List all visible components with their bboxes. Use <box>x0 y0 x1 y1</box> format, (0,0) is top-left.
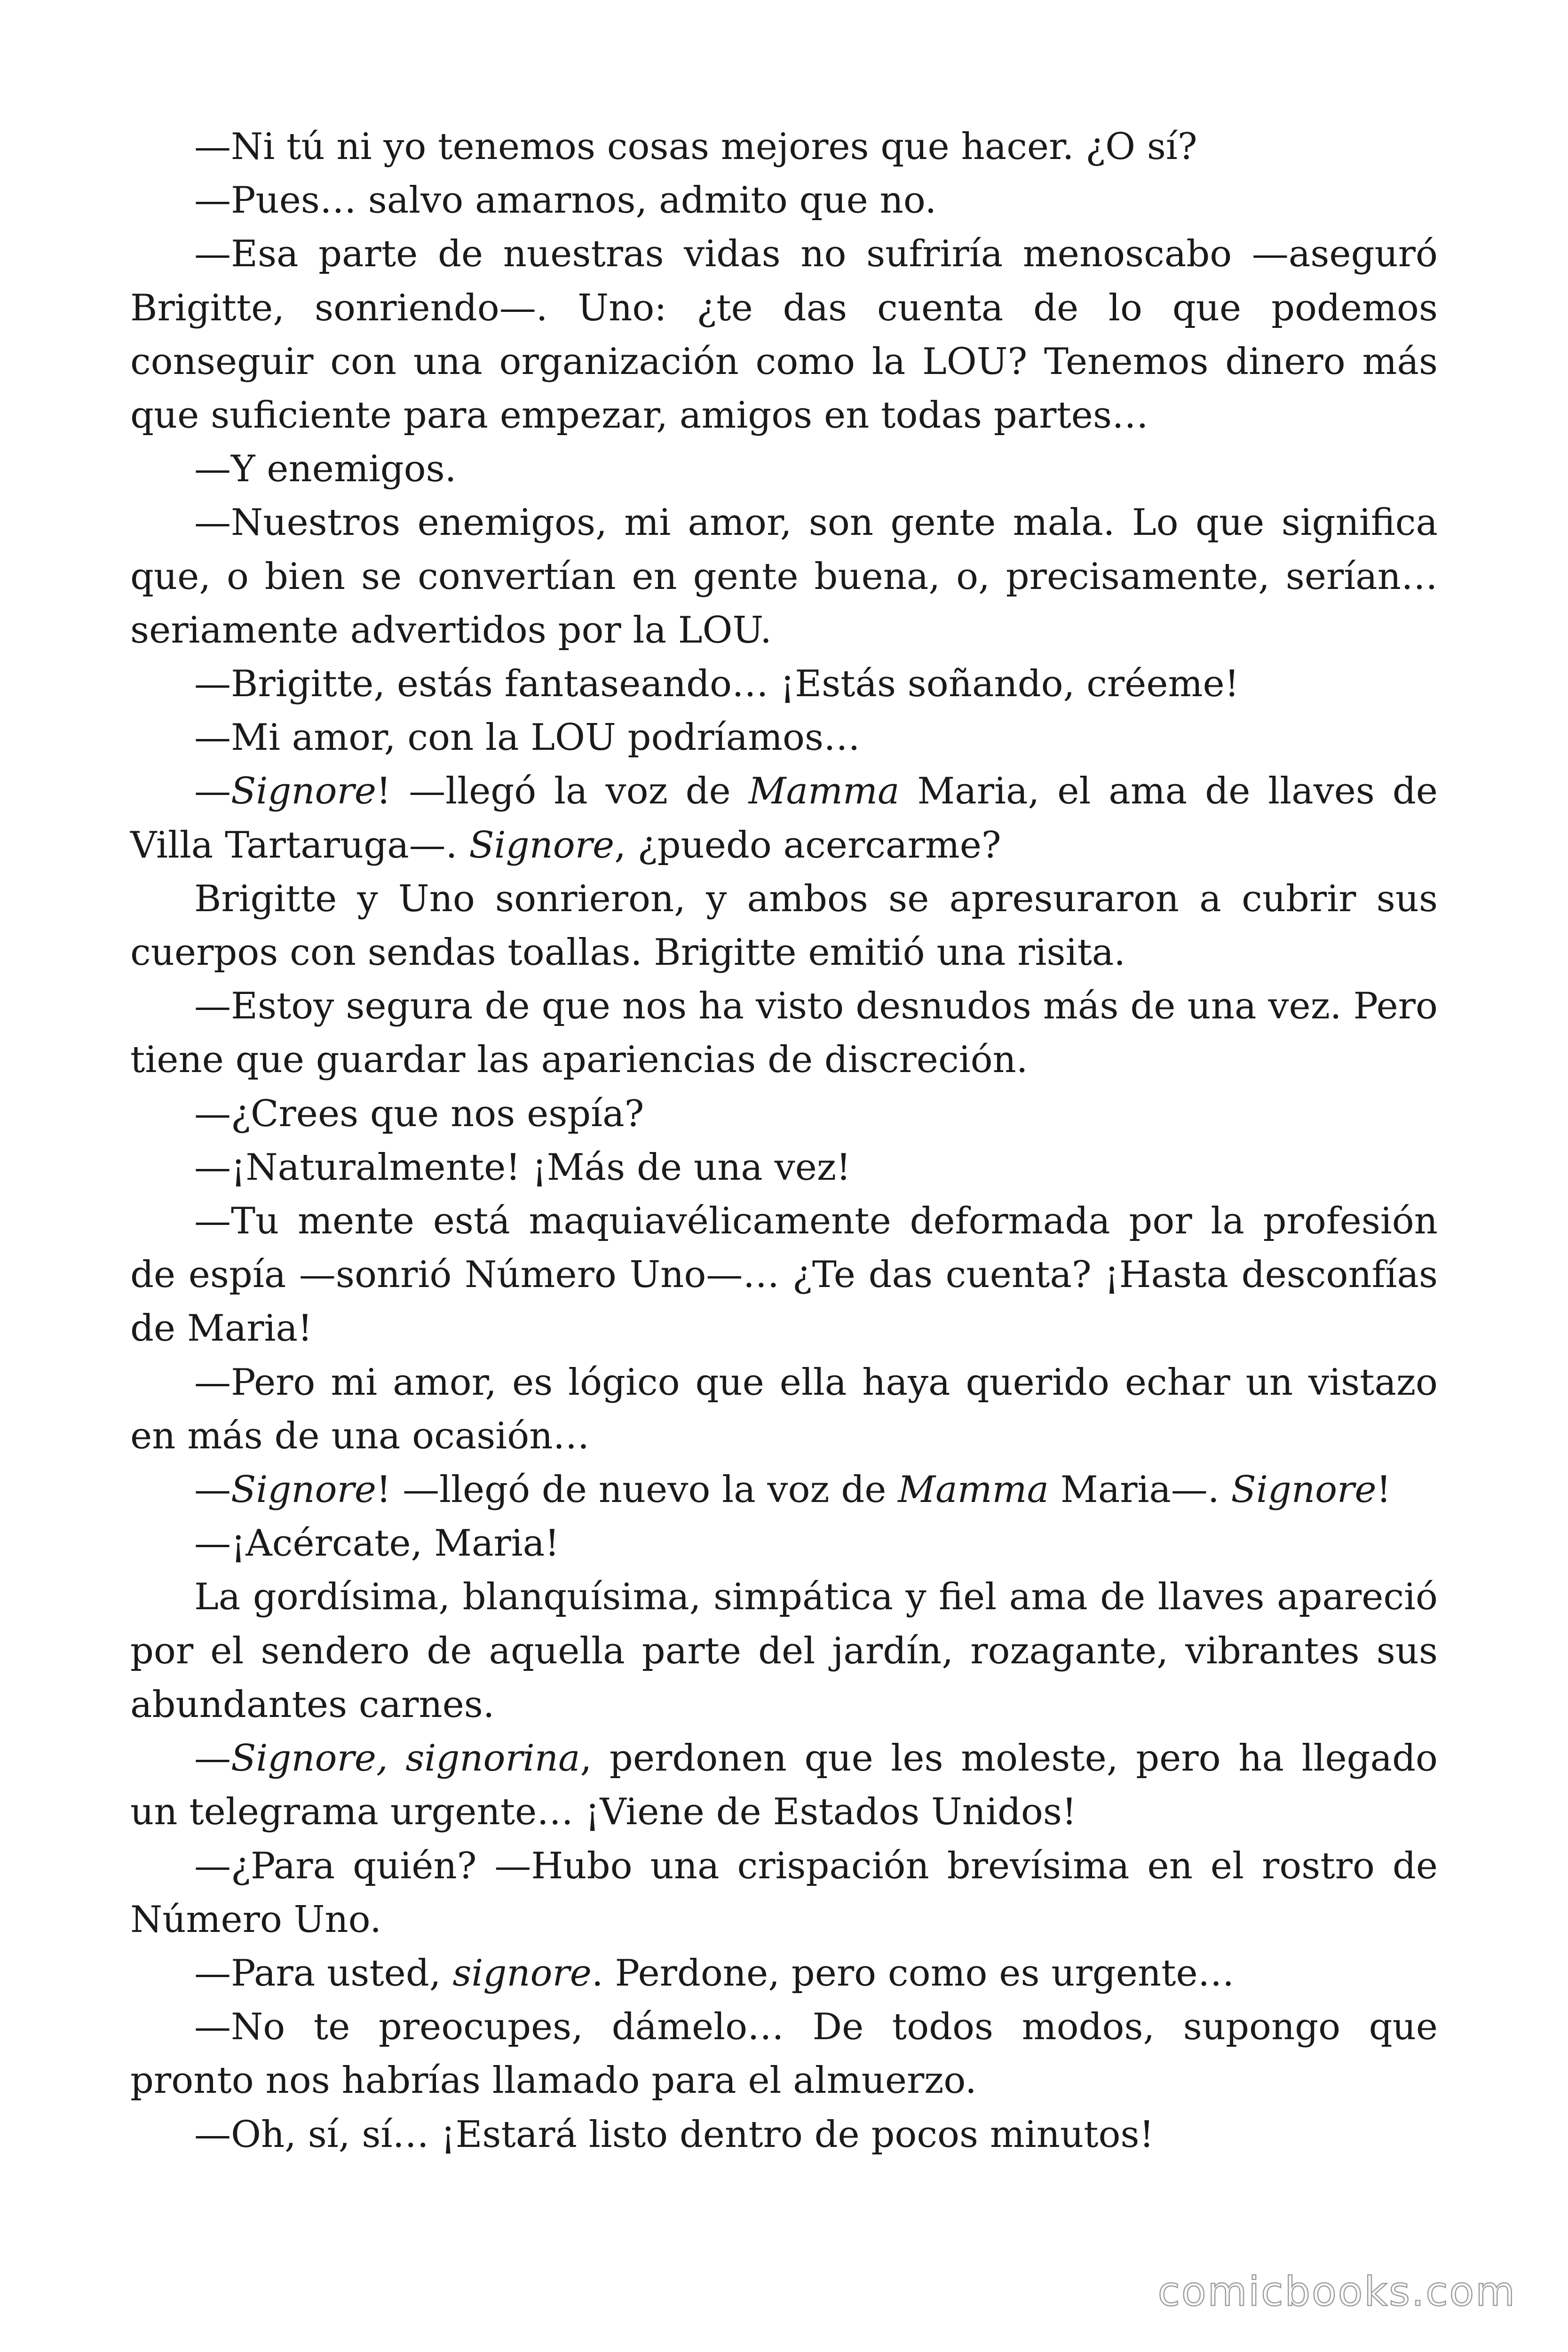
text-run: —Y enemigos. <box>194 448 457 491</box>
text-run: — <box>194 1469 231 1511</box>
text-run: —Pues… salvo amarnos, admito que no. <box>194 179 937 222</box>
paragraph <box>130 979 1438 1087</box>
text-run: — <box>194 770 231 813</box>
text-run: —Nuestros enemigos, mi amor, son gente mala. Lo que significa que, o bien se convertían en gente buena, o, precisamente, serían… seriamente advertidos por la LOU. <box>130 501 1438 652</box>
text-run: , perdonen que les moleste, pero ha llegado un telegrama urgente… ¡Viene de Estados Unidos! <box>130 1737 1438 1834</box>
text-run: . Perdone, pero como es urgente… <box>591 1952 1235 1994</box>
text-run: Maria—. <box>1049 1469 1231 1511</box>
text-run: ! <box>1376 1469 1391 1511</box>
paragraph <box>130 496 1438 657</box>
paragraph <box>130 1517 1438 1570</box>
text-run: ! —llegó de nuevo la voz de <box>376 1469 898 1511</box>
text-run: —Para usted, <box>194 1952 453 1994</box>
paragraph <box>130 1141 1438 1194</box>
paragraph <box>130 120 1438 174</box>
paragraph <box>130 227 1438 442</box>
italic-run: Signore <box>231 770 376 813</box>
paragraph <box>130 764 1438 872</box>
text-run: —Tu mente está maquiavélicamente deformada por la profesión de espía —sonrió Número Uno—… ¿Te das cuenta? ¡Hasta desconfías de Maria! <box>130 1200 1438 1350</box>
italic-run: Mamma <box>898 1469 1049 1511</box>
text-run: —Ni tú ni yo tenemos cosas mejores que hacer. ¿O sí? <box>194 126 1197 168</box>
text-run: Brigitte y Uno sonrieron, y ambos se apresuraron a cubrir sus cuerpos con sendas toallas. Brigitte emitió una risita. <box>130 877 1438 974</box>
italic-run: Mamma <box>748 770 900 813</box>
italic-run: signore <box>452 1952 592 1994</box>
text-run: —Mi amor, con la LOU podríamos… <box>194 716 861 759</box>
paragraph <box>130 1839 1438 1947</box>
paragraph <box>130 1463 1438 1517</box>
text-run: Maria, el ama de llaves de Villa Tartaruga—. <box>130 770 1438 866</box>
paragraph <box>130 1087 1438 1141</box>
body-text <box>130 120 1438 2161</box>
italic-run: Signore <box>1231 1469 1377 1511</box>
text-run: —Brigitte, estás fantaseando… ¡Estás soñando, créeme! <box>194 663 1239 706</box>
italic-run: Signore <box>469 824 615 866</box>
text-run: —No te preocupes, dámelo… De todos modos, supongo que pronto nos habrías llamado para el almuerzo. <box>130 2006 1438 2102</box>
text-run: —¡Acércate, Maria! <box>194 1522 560 1565</box>
italic-run: Signore <box>231 1469 376 1511</box>
paragraph <box>130 1194 1438 1356</box>
paragraph <box>130 2108 1438 2161</box>
paragraph <box>130 1732 1438 1839</box>
text-run: — <box>194 1737 231 1780</box>
text-run: , ¿puedo acercarme? <box>614 824 1001 866</box>
paragraph <box>130 711 1438 764</box>
text-run: —¡Naturalmente! ¡Más de una vez! <box>194 1146 851 1189</box>
italic-run: Signore, signorina <box>231 1737 580 1780</box>
paragraph <box>130 1570 1438 1732</box>
paragraph <box>130 657 1438 711</box>
paragraph <box>130 442 1438 496</box>
paragraph <box>130 1947 1438 2000</box>
text-run: —¿Crees que nos espía? <box>194 1092 644 1135</box>
paragraph <box>130 174 1438 227</box>
text-run: —Esa parte de nuestras vidas no sufriría menoscabo —aseguró Brigitte, sonriendo—. Uno: ¿te das cuenta de lo que podemos conseguir con una organización como la LOU? Tenemos dinero más que suficiente para empezar, amigos en todas partes… <box>130 233 1438 437</box>
text-run: —Pero mi amor, es lógico que ella haya querido echar un vistazo en más de una ocasión… <box>130 1361 1438 1457</box>
watermark: comicbooks.com <box>1157 2268 1516 2315</box>
text-run: —Estoy segura de que nos ha visto desnudos más de una vez. Pero tiene que guardar las apariencias de discreción. <box>130 985 1438 1081</box>
text-run: —Oh, sí, sí… ¡Estará listo dentro de pocos minutos! <box>194 2113 1154 2156</box>
text-run: —¿Para quién? —Hubo una crispación brevísima en el rostro de Número Uno. <box>130 1844 1438 1941</box>
text-run: ! —llegó la voz de <box>376 770 749 813</box>
paragraph <box>130 1356 1438 1463</box>
text-run: La gordísima, blanquísima, simpática y fiel ama de llaves apareció por el sendero de aquella parte del jardín, rozagante, vibrantes sus abundantes carnes. <box>130 1576 1438 1726</box>
paragraph <box>130 872 1438 979</box>
paragraph <box>130 2000 1438 2107</box>
